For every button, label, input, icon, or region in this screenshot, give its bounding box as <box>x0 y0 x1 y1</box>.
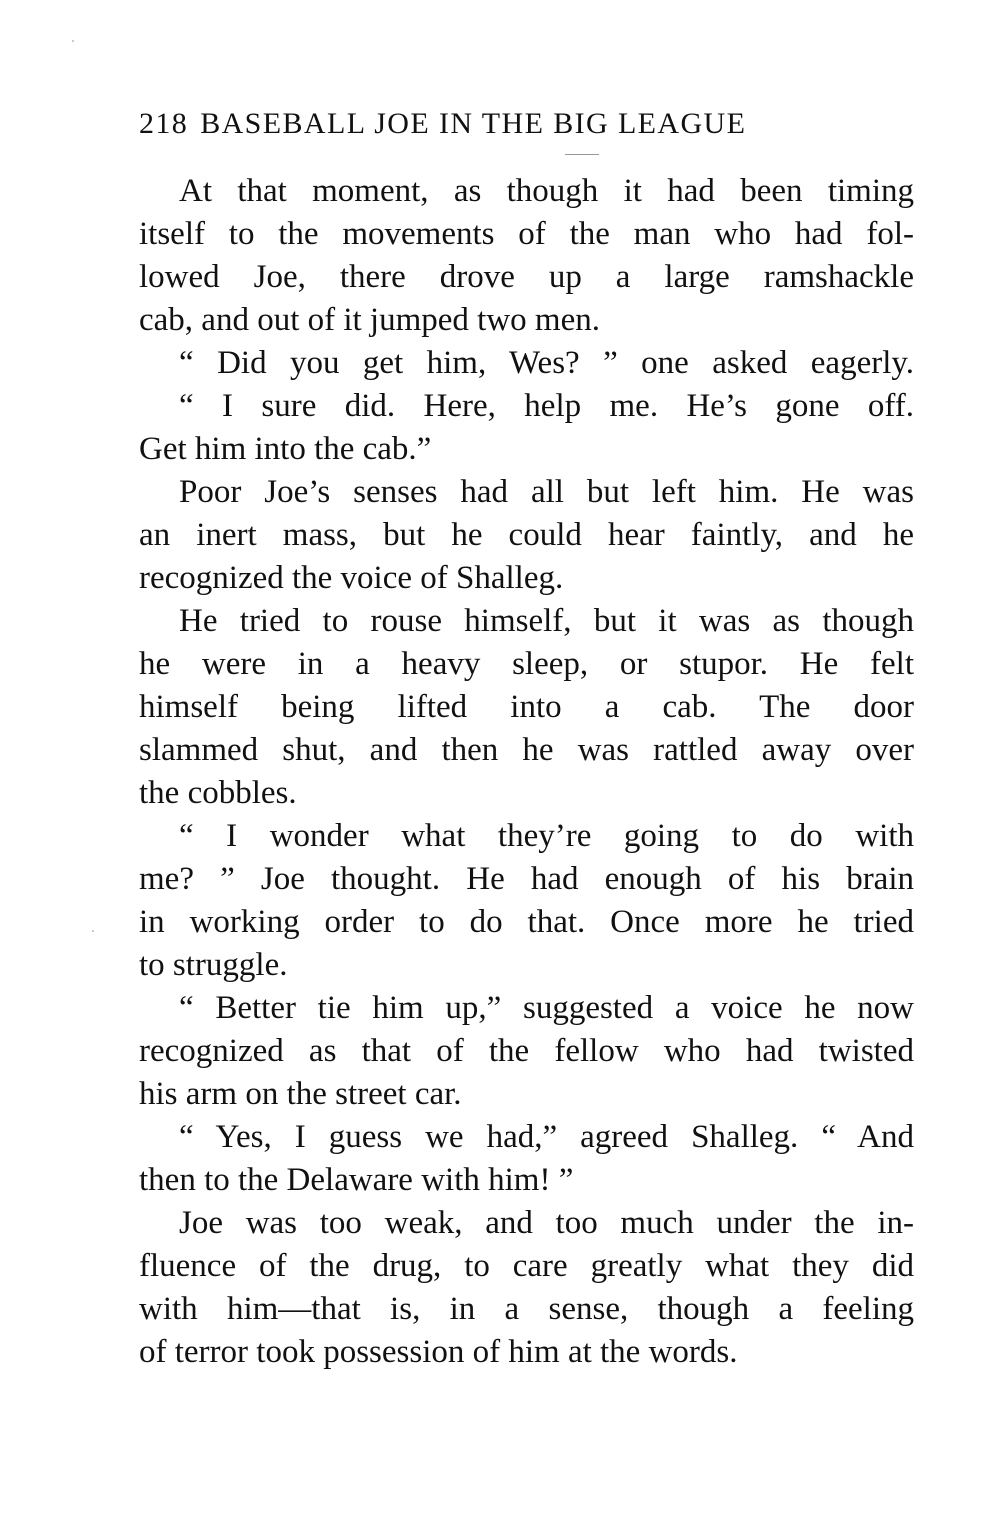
text-line: At that moment, as though it had been timing <box>179 173 914 209</box>
text-line: of terror took possession of him at the words. <box>139 1334 738 1370</box>
book-title: BASEBALL JOE IN THE BIG LEAGUE <box>200 107 747 140</box>
print-mark <box>565 154 599 155</box>
text-line: me? ” Joe thought. He had enough of his brain <box>139 861 914 897</box>
text-line: then to the Delaware with him! ” <box>139 1162 574 1198</box>
text-line: an inert mass, but he could hear faintly, and he <box>139 517 914 553</box>
text-line: He tried to rouse himself, but it was as though <box>179 603 914 639</box>
text-line: with him—that is, in a sense, though a feeling <box>139 1291 914 1327</box>
text-line: lowed Joe, there drove up a large ramshackle <box>139 259 914 295</box>
text-line: slammed shut, and then he was rattled away over <box>139 732 914 768</box>
text-line: he were in a heavy sleep, or stupor. He felt <box>139 646 914 682</box>
text-line: “ Did you get him, Wes? ” one asked eagerly. <box>179 345 914 381</box>
text-line: Joe was too weak, and too much under the in- <box>179 1205 914 1241</box>
text-line: his arm on the street car. <box>139 1076 462 1112</box>
running-head <box>139 104 914 144</box>
text-line: the cobbles. <box>139 775 297 811</box>
text-line: Get him into the cab.” <box>139 431 432 467</box>
text-line: Poor Joe’s senses had all but left him. He was <box>179 474 914 510</box>
text-line: “ Yes, I guess we had,” agreed Shalleg. “ And <box>179 1119 914 1155</box>
text-line: cab, and out of it jumped two men. <box>139 302 600 338</box>
paper-speck <box>92 930 94 932</box>
text-line: recognized as that of the fellow who had twisted <box>139 1033 914 1069</box>
text-line: in working order to do that. Once more he tried <box>139 904 914 940</box>
text-line: himself being lifted into a cab. The door <box>139 689 914 725</box>
text-line: itself to the movements of the man who had fol- <box>139 216 914 252</box>
text-line: to struggle. <box>139 947 288 983</box>
text-line: recognized the voice of Shalleg. <box>139 560 564 596</box>
text-line: “ I wonder what they’re going to do with <box>179 818 914 854</box>
page-number: 218 <box>139 107 189 140</box>
text-line: fluence of the drug, to care greatly what they did <box>139 1248 914 1284</box>
body-text <box>139 170 914 1374</box>
paper-speck <box>72 40 74 42</box>
text-line: “ I sure did. Here, help me. He’s gone off. <box>179 388 914 424</box>
text-line: “ Better tie him up,” suggested a voice he now <box>179 990 914 1026</box>
